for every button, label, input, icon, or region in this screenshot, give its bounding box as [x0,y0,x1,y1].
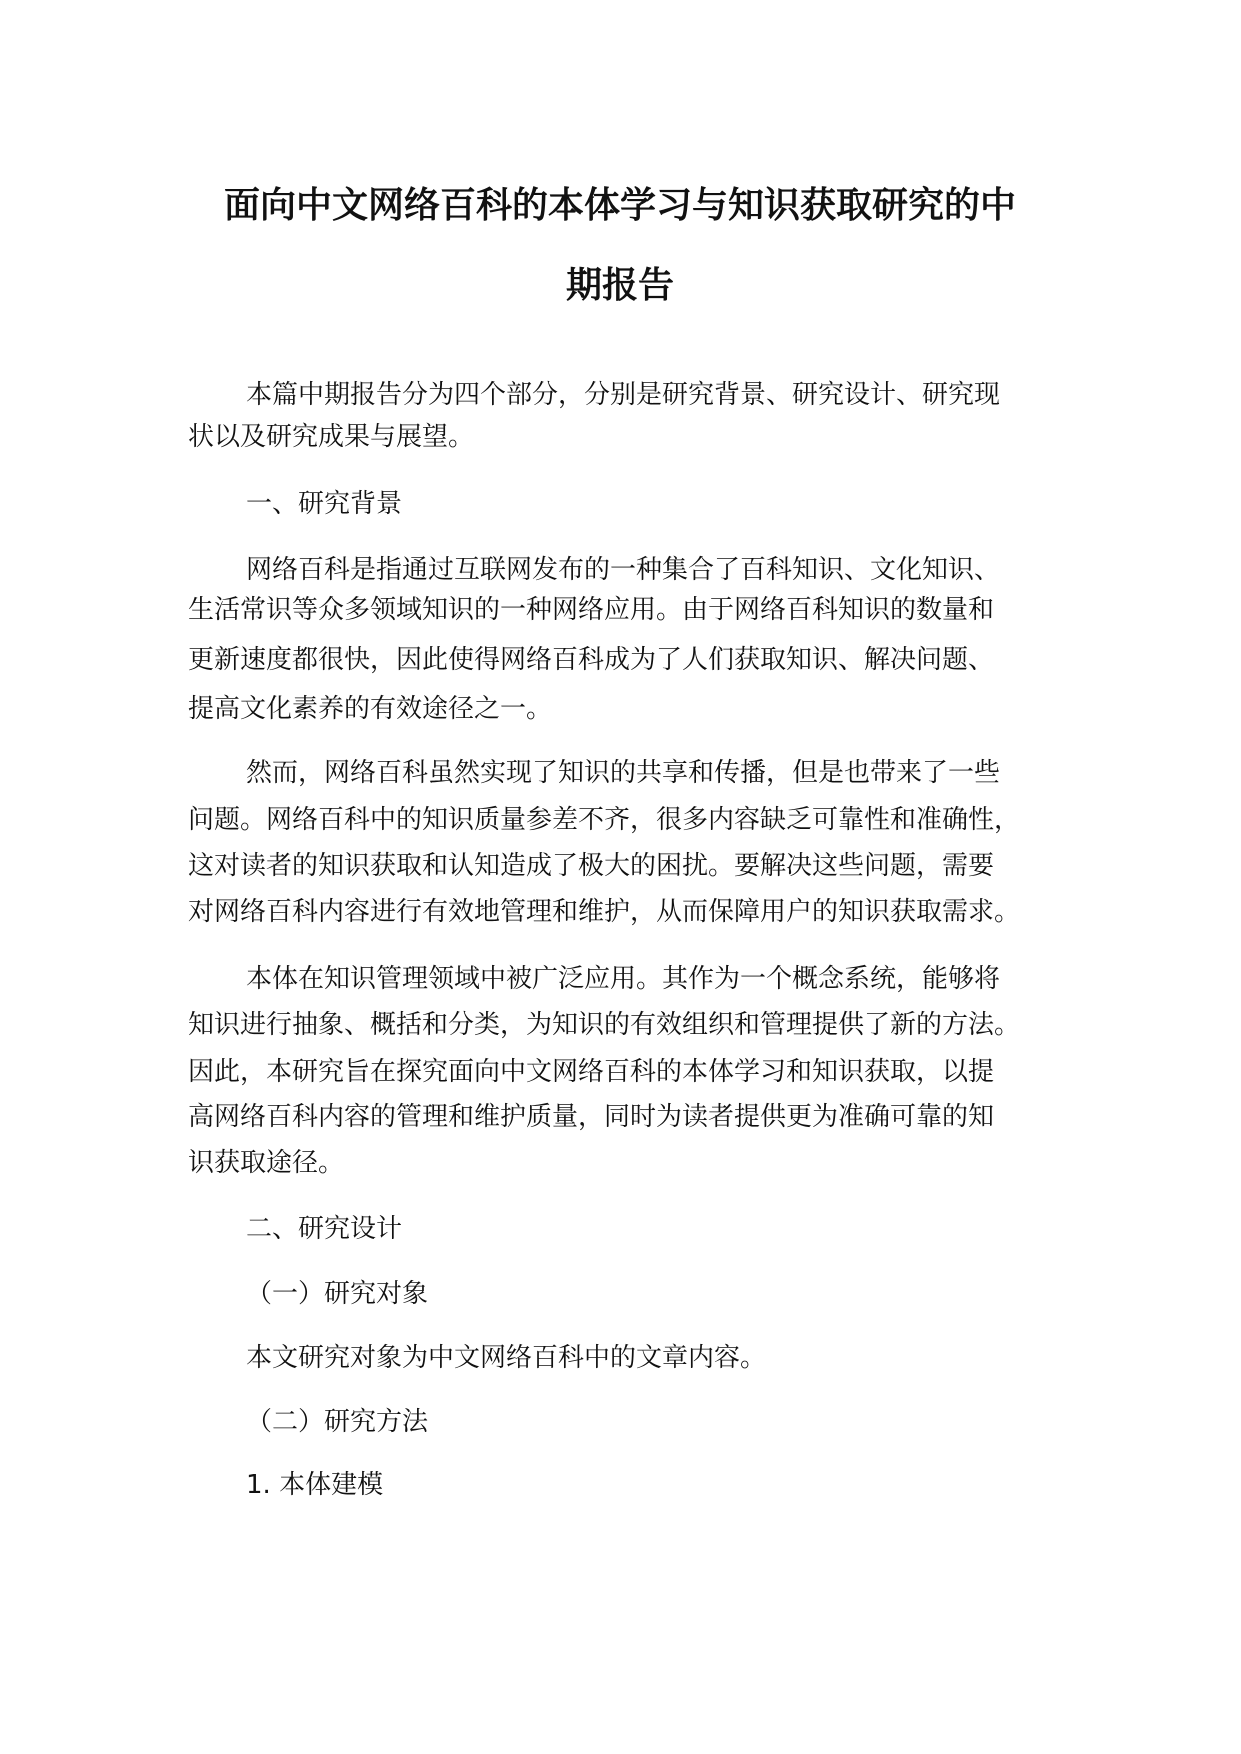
paragraph-line: 这对读者的知识获取和认知造成了极大的困扰。要解决这些问题，需要 [188,851,995,881]
document-title-line-2: 期报告 [565,265,674,306]
paragraph-line: 网络百科是指通过互联网发布的一种集合了百科知识、文化知识、 [246,555,1001,585]
section-heading-design: 二、研究设计 [246,1214,403,1244]
paragraph-line: 高网络百科内容的管理和维护质量，同时为读者提供更为准确可靠的知 [188,1102,995,1132]
item-heading-ontology-modeling: 1. 本体建模 [246,1470,384,1500]
paragraph-line: 本体在知识管理领域中被广泛应用。其作为一个概念系统，能够将 [246,964,1001,994]
document-title-line-1: 面向中文网络百科的本体学习与知识获取研究的中 [223,185,1016,226]
paragraph-line: 对网络百科内容进行有效地管理和维护，从而保障用户的知识获取需求。 [188,897,1021,927]
paragraph-intro-line: 本篇中期报告分为四个部分，分别是研究背景、研究设计、研究现 [246,380,1001,410]
paragraph-line: 识获取途径。 [188,1148,345,1178]
paragraph-line: 本文研究对象为中文网络百科中的文章内容。 [246,1343,767,1373]
paragraph-line: 更新速度都很快，因此使得网络百科成为了人们获取知识、解决问题、 [188,645,995,675]
paragraph-line: 生活常识等众多领域知识的一种网络应用。由于网络百科知识的数量和 [188,595,995,625]
paragraph-intro-line: 状以及研究成果与展望。 [188,422,475,452]
paragraph-line: 然而，网络百科虽然实现了知识的共享和传播，但是也带来了一些 [246,758,1001,788]
subsection-heading-object: （一）研究对象 [246,1279,429,1309]
section-heading-background: 一、研究背景 [246,489,403,519]
paragraph-line: 提高文化素养的有效途径之一。 [188,694,553,724]
paragraph-line: 知识进行抽象、概括和分类，为知识的有效组织和管理提供了新的方法。 [188,1010,1021,1040]
paragraph-line: 问题。网络百科中的知识质量参差不齐，很多内容缺乏可靠性和准确性， [188,805,1021,835]
paragraph-line: 因此，本研究旨在探究面向中文网络百科的本体学习和知识获取，以提 [188,1057,995,1087]
subsection-heading-method: （二）研究方法 [246,1407,429,1437]
